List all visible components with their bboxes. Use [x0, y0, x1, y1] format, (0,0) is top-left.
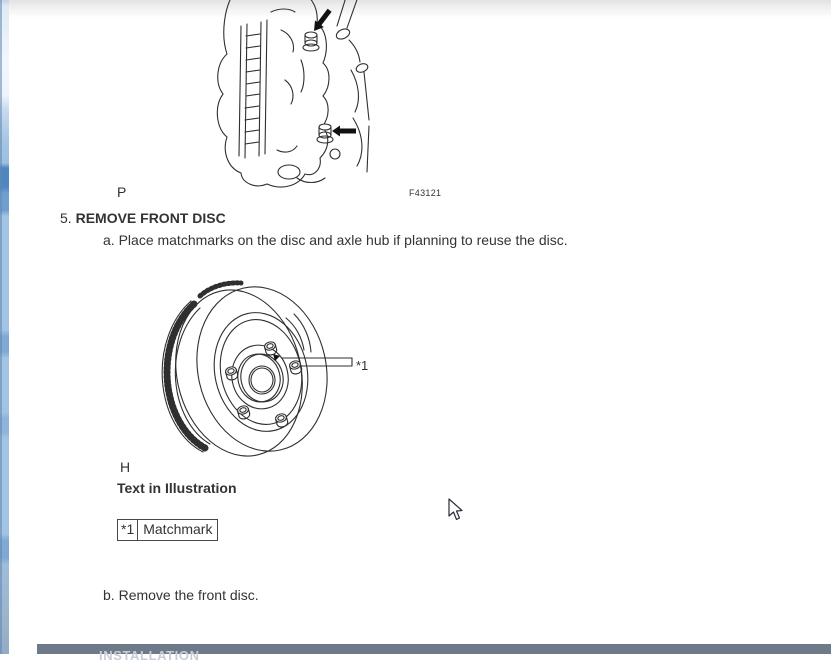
illustration-table: [117, 519, 218, 541]
caliper-figure: [201, 0, 371, 190]
table-key-cell: *1: [118, 520, 138, 541]
left-scrollbar[interactable]: [0, 0, 9, 654]
substep-b-letter: b.: [103, 587, 115, 603]
substep-a-letter: a.: [103, 232, 115, 248]
callout-label: *1: [356, 358, 369, 373]
step-title: REMOVE FRONT DISC: [75, 210, 226, 226]
mouse-cursor-icon: [447, 498, 467, 522]
table-value-cell: Matchmark: [138, 520, 218, 541]
figure-label-h: H: [120, 459, 131, 475]
table-row: [118, 520, 218, 541]
disc-figure: [148, 276, 393, 468]
figure-label-p: P: [117, 184, 127, 200]
substep-a-text: Place matchmarks on the disc and axle hub if planning to reuse the disc.: [118, 232, 568, 248]
figure-code: F43121: [409, 188, 442, 198]
next-section-band[interactable]: [37, 644, 831, 663]
substep-b: [103, 586, 259, 604]
arrow-to-lower-bolt-icon: [332, 126, 356, 137]
step-5-heading: [60, 209, 226, 227]
page-top-shadow: [9, 0, 831, 20]
substep-a: [103, 231, 568, 249]
step-number: 5.: [60, 210, 72, 226]
next-section-label: INSTALLATION: [99, 648, 200, 663]
text-in-illustration-heading: Text in Illustration: [117, 480, 237, 496]
substep-b-text: Remove the front disc.: [118, 587, 259, 603]
